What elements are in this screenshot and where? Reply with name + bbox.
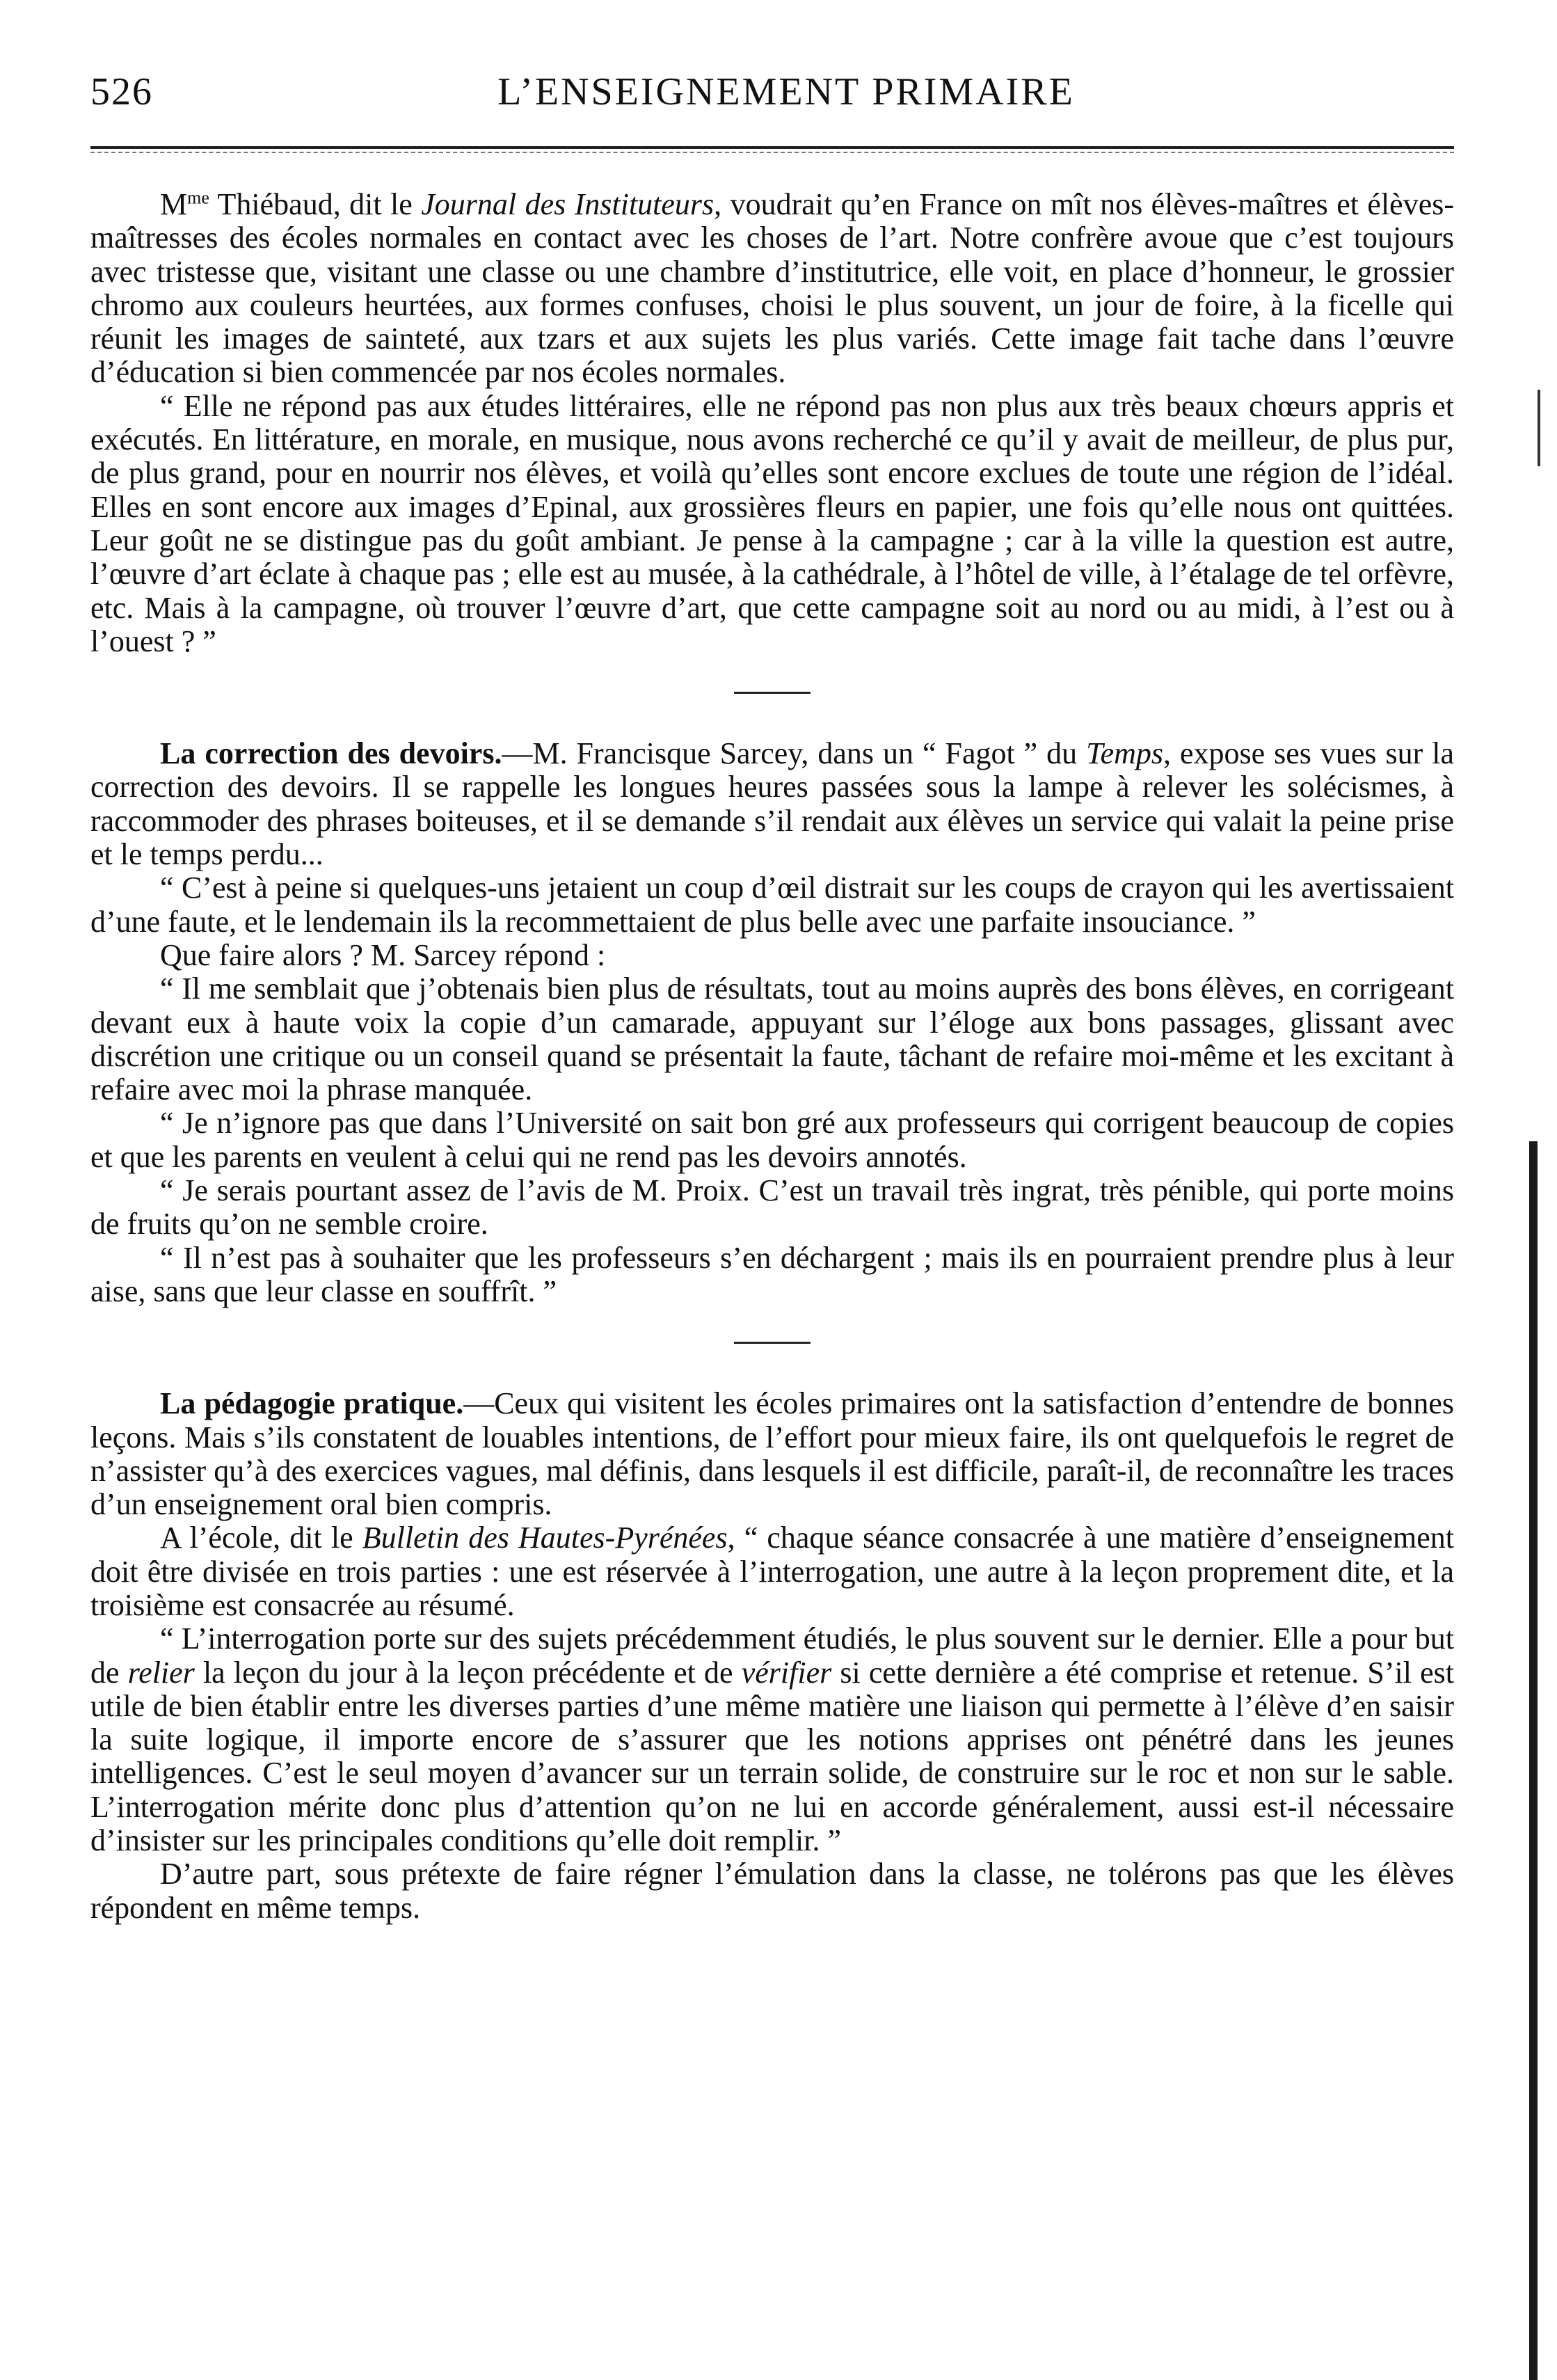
superscript-me: me (187, 187, 209, 208)
temps-title: Temps (1086, 736, 1164, 771)
page-number: 526 (90, 70, 153, 113)
section2-paragraph-5: “ Je n’ignore pas que dans l’Université on sait bon gré aux professeurs qui corrigent beaucoup de copies et que les parents en veulent à celui qui ne rend pas les devoirs annotés. (90, 1106, 1454, 1174)
section2-heading: La correction des devoirs. (160, 736, 502, 771)
section2-paragraph-6: “ Je serais pourtant assez de l’avis de M. Proix. C’est un travail très ingrat, très pénible, qui porte moins de fruits qu’on ne semble croire. (90, 1173, 1454, 1241)
section3-heading: La pédagogie pratique. (160, 1386, 464, 1421)
section3-paragraph-3: “ L’interrogation porte sur des sujets précédemment étudiés, le plus souvent sur le dernier. Elle a pour but de relier la leçon du jour à la leçon précédente et de vérifier si cette dernière a été comprise et retenue. S’il est utile de bien établir entre les diverses parties d’une même matière une liaison qui permette à l’élève d’en saisir la suite logique, il importe encore de s’assurer que les notions apprises ont pénétré dans les jeunes intelligences. C’est le seul moyen d’avancer sur un terrain solide, de construire sur le roc et non sur le sable. L’interrogation mérite donc plus d’attention qu’on ne lui en accorde généralement, aussi est-il nécessaire d’insister sur les principales conditions qu’elle doit remplir. ” (90, 1621, 1454, 1858)
header-rule-dashed (90, 152, 1454, 153)
section3-paragraph-1: La pédagogie pratique.—Ceux qui visitent les écoles primaires ont la satisfaction d’entendre de bonnes leçons. Mais s’ils constatent de louables intentions, de l’effort pour mieux faire, ils ont quelquefois le regret de n’assister qu’à des exercices vagues, mal définis, dans lesquels il est difficile, paraît-il, de reconnaître les traces d’un enseignement oral bien compris. (90, 1386, 1454, 1522)
page-header (90, 64, 1454, 120)
section2-paragraph-2: “ C’est à peine si quelques-uns jetaient un coup d’œil distrait sur les coups de crayon qui les avertissaient d’une faute, et le lendemain ils la recommettaient de plus belle avec une parfaite insouciance. ” (90, 871, 1454, 939)
section2-paragraph-7: “ Il n’est pas à souhaiter que les professeurs s’en déchargent ; mais ils en pourraient prendre plus à leur aise, sans que leur classe en souffrît. ” (90, 1240, 1454, 1308)
section-separator (734, 1342, 811, 1344)
journal-title: Journal des Instituteurs (421, 187, 714, 221)
emphasis-verifier: vérifier (741, 1655, 832, 1690)
section2-paragraph-1: La correction des devoirs.—M. Francisque Sarcey, dans un “ Fagot ” du Temps, expose ses vues sur la correction des devoirs. Il se rappelle les longues heures passées sous la lampe à relever les solécismes, à raccommoder des phrases boiteuses, et il se demande s’il rendait aux élèves un service qui valait la peine prise et le temps perdu... (90, 736, 1454, 872)
bulletin-title: Bulletin des Hautes-Pyrénées (362, 1521, 728, 1555)
section2-paragraph-4: “ Il me semblait que j’obtenais bien plus de résultats, tout au moins auprès des bons élèves, en corrigeant devant eux à haute voix la copie d’un camarade, appuyant sur l’éloge aux bons passages, glissant avec discrétion une critique ou un conseil quand se présentait la faute, tâchant de refaire moi-même et les excitant à refaire avec moi la phrase manquée. (90, 971, 1454, 1107)
section3-paragraph-4: D’autre part, sous prétexte de faire régner l’émulation dans la classe, ne tolérons pas que les élèves répondent en même temps. (90, 1857, 1454, 1925)
page-edge-shadow (1529, 1141, 1538, 2380)
running-head-title: L’ENSEIGNEMENT PRIMAIRE (497, 70, 1075, 113)
header-rule (90, 146, 1454, 149)
section1-paragraph-2: “ Elle ne répond pas aux études littéraires, elle ne répond pas non plus aux très beaux chœurs appris et exécutés. En littérature, en morale, en musique, nous avons recherché ce qu’il y avait de meilleur, de plus pur, de plus grand, pour en nourrir nos élèves, et voilà qu’elles sont encore exclues de toute une région de l’idéal. Elles en sont encore aux images d’Epinal, aux grossières fleurs en papier, une fois qu’elle nous ont quittées. Leur goût ne se distingue pas du goût ambiant. Je pense à la campagne ; car à la ville la question est autre, l’œuvre d’art éclate à chaque pas ; elle est au musée, à la cathédrale, à l’hôtel de ville, à l’étalage de tel orfèvre, etc. Mais à la campagne, où trouver l’œuvre d’art, que cette campagne soit au nord ou au midi, à l’est ou à l’ouest ? ” (90, 388, 1454, 658)
section1-paragraph-1: $M^{me}$ Thiébaud, dit le Journal des Instituteurs, voudrait qu’en France on mît nos élèves-maîtres et élèves-maîtresses des écoles normales en contact avec les choses de l’art. Notre confrère avoue que c’est toujours avec tristesse que, visitant une classe ou une chambre d’institutrice, elle voit, en place d’honneur, le grossier chromo aux couleurs heurtées, aux formes confuses, choisi le plus souvent, un jour de foire, à la ficelle qui réunit les images de sainteté, aux tzars et aux sujets les plus variés. Cette image fait tache dans l’œuvre d’éducation si bien commencée par nos écoles normales. (90, 187, 1454, 390)
page-body (90, 188, 1454, 1925)
page-edge-mark (1538, 390, 1540, 466)
emphasis-relier: relier (127, 1655, 195, 1690)
section3-paragraph-2: A l’école, dit le Bulletin des Hautes-Pyrénées, “ chaque séance consacrée à une matière d’enseignement doit être divisée en trois parties : une est réservée à l’interrogation, une autre à la leçon proprement dite, et la troisième est consacrée au résumé. (90, 1521, 1454, 1622)
section2-paragraph-3: Que faire alors ? M. Sarcey répond : (160, 937, 606, 972)
section-separator (734, 692, 811, 694)
